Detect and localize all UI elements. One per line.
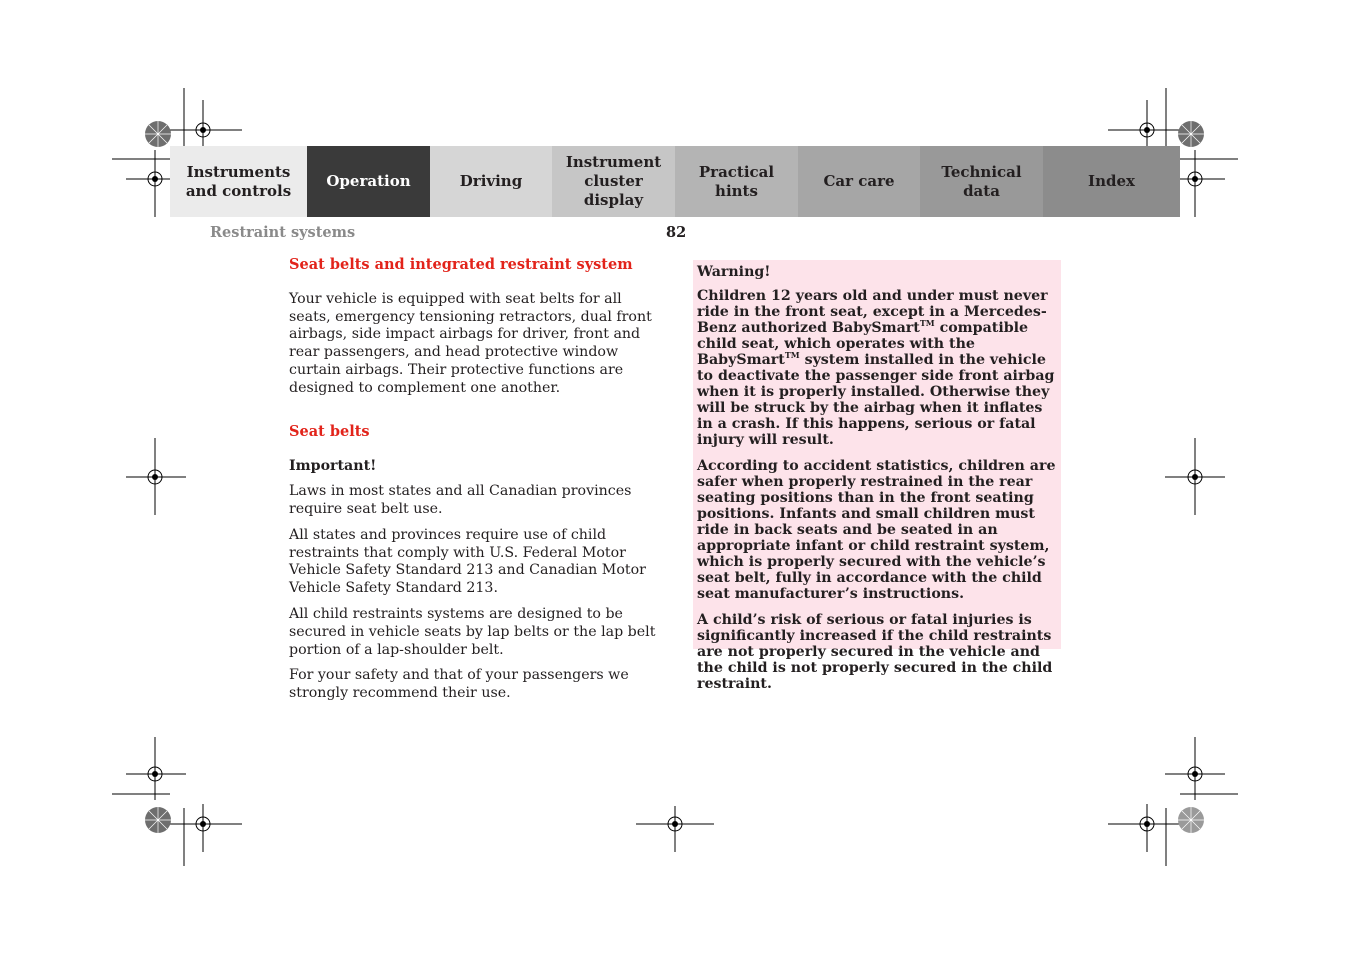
tab-label: Car care: [823, 172, 895, 190]
tab-index[interactable]: [1043, 146, 1180, 217]
section-heading-seat-belts: Seat belts: [289, 422, 370, 440]
important-label: Important!: [289, 458, 377, 475]
tab-label: data: [963, 181, 1000, 200]
trademark-sup: TM: [784, 350, 800, 360]
tab-car-care[interactable]: [798, 146, 920, 217]
warning-text: Children 12 years old and under must never ride in the front seat, except in a Mercedes-Benz authorized BabySmart: [697, 288, 1048, 336]
tab-label: and controls: [185, 181, 292, 200]
tab-label: Operation: [326, 172, 411, 190]
main-content: [289, 256, 659, 703]
warning-text: system installed in the vehicle to deactivate the passenger side front airbag when it is properly installed. Otherwise they will be struck by the airbag when it inflates in a crash. If this happens, serious or fatal injury will result.: [697, 352, 1055, 448]
intro-paragraph: Your vehicle is equipped with seat belts for all seats, emergency tensioning retractors, dual front airbags, side impact airbags for driver, front and rear passengers, and head protective window curtain airbags. Their protective functions are designed to complement one another.: [289, 290, 652, 396]
page-number: 82: [666, 224, 687, 241]
paragraph: All states and provinces require use of child restraints that comply with U.S. Federal Motor Vehicle Safety Standard 213 and Canadian Motor Vehicle Safety Standard 213.: [289, 526, 646, 597]
tab-operation[interactable]: [307, 146, 430, 217]
warning-paragraph: [697, 288, 1057, 448]
tab-label: Technical: [941, 162, 1022, 181]
warning-box: [693, 260, 1061, 692]
warning-paragraph: A child’s risk of serious or fatal injuries is significantly increased if the child restraints are not properly secured in the vehicle and the child is not properly secured in the child restraint.: [697, 612, 1053, 692]
tab-label: Instrument: [565, 153, 662, 171]
tab-label: Instruments: [186, 162, 291, 181]
tab-instrument-cluster-display[interactable]: [552, 146, 675, 217]
tab-practical-hints[interactable]: [675, 146, 798, 217]
page-title: Seat belts and integrated restraint system: [289, 256, 633, 273]
tab-driving[interactable]: [430, 146, 552, 217]
tab-label: Practical hints: [698, 162, 775, 200]
tab-label: Driving: [459, 172, 523, 190]
warning-title: Warning!: [697, 264, 771, 280]
trademark-sup: TM: [919, 318, 935, 328]
warning-paragraph: According to accident statistics, children are safer when properly restrained in the rear seating positions than in the front seating positions. Infants and small children must ride in back seats and be seated in an appropriate infant or child restraint system, which is properly secured with the vehicle’s seat belt, fully in accordance with the child seat manufacturer’s instructions.: [697, 458, 1056, 602]
tab-label: Index: [1088, 172, 1135, 190]
paragraph: All child restraints systems are designed to be secured in vehicle seats by lap belts or the lap belt portion of a lap-shoulder belt.: [289, 605, 656, 658]
tab-technical-data[interactable]: [920, 146, 1043, 217]
tab-instruments-and-controls[interactable]: [170, 146, 307, 217]
section-title: Restraint systems: [210, 224, 356, 241]
tab-label: cluster display: [583, 172, 644, 209]
paragraph: Laws in most states and all Canadian provinces require seat belt use.: [289, 483, 632, 517]
warning-text: compatible child seat, which operates with the BabySmart: [697, 320, 1029, 368]
paragraph: For your safety and that of your passengers we strongly recommend their use.: [289, 667, 629, 702]
